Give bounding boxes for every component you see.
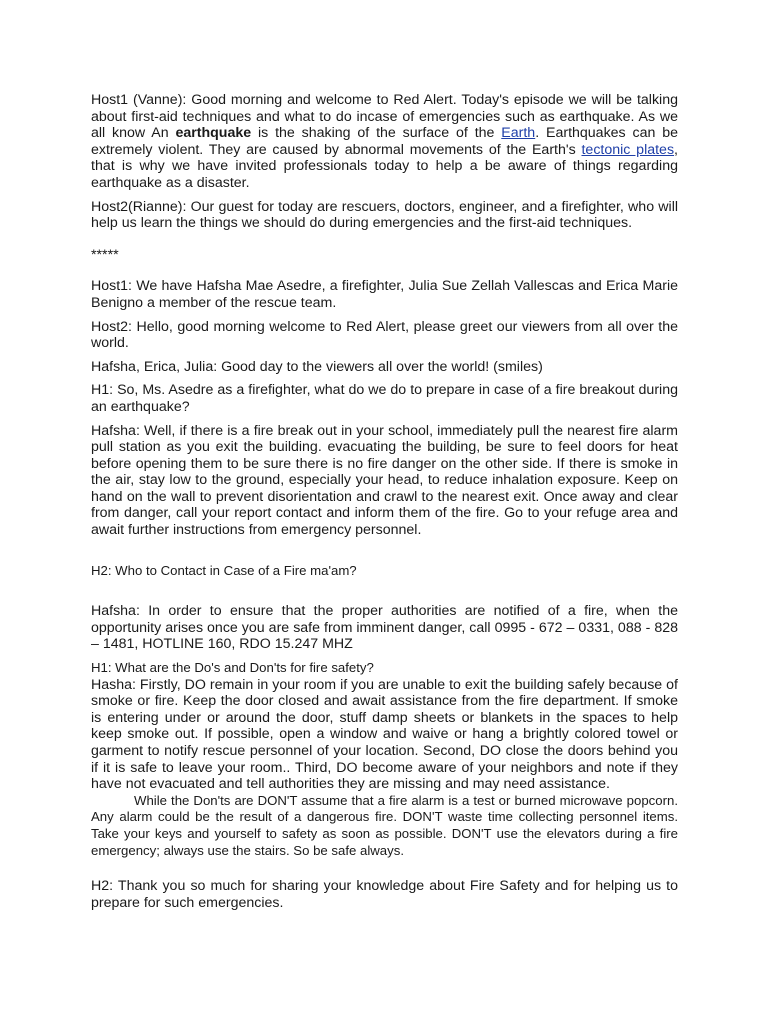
hasha-dos-paragraph: Hasha: Firstly, DO remain in your room if you are unable to exit the building safely because of smoke or fire. Keep the door closed and await assistance from the fire department. If smoke is entering under or around the door, stuff damp sheets or blankets in the spaces to help keep smoke out. If possible, open a window and waive or hang a brightly colored towel or garment to notify rescue personnel of your location. Second, DO close the doors behind you if it is safe to leave your room.. Third, DO become aware of your neighbors and note if they have not evacuated and tell authorities they are missing and may need assistance. (91, 676, 678, 793)
h1-dos-donts-question: H1: What are the Do's and Don'ts for fire safety? (91, 660, 374, 676)
host2-intro-paragraph: Host2(Rianne): Our guest for today are rescuers, doctors, engineer, and a firefighter, who will help us learn the things we should do during emergencies and the first-aid techniques. (91, 198, 678, 232)
earth-link[interactable]: Earth (501, 125, 536, 142)
hafsha-answer-paragraph: Hafsha: Well, if there is a fire break out in your school, immediately pull the nearest fire alarm pull station as you exit the building. evacuating the building, be sure to feel doors for heat before opening them to be sure there is no fire danger on the other side. If there is smoke in the air, stay low to the ground, especially your head, to reduce inhalation exposure. Keep on hand on the wall to prevent disorientation and crawl to the nearest exit. Once away and clear from danger, call your report contact and inform them of the fire. Go to your refuge area and await further instructions from emergency personnel. (91, 422, 678, 539)
separator: ***** (91, 246, 119, 263)
document-page (91, 92, 678, 911)
earthquake-term: earthquake (175, 125, 252, 142)
host2-greeting-paragraph: Host2: Hello, good morning welcome to Red Alert, please greet our viewers from all over the world. (91, 318, 678, 352)
h2-contact-question: H2: Who to Contact in Case of a Fire ma'am? (91, 562, 357, 578)
intro-paragraph: Host1 (Vanne): Good morning and welcome to Red Alert. Today's episode we will be talking about first-aid techniques and what to do incase of emergencies such as earthquake. As we all know An earthquake is the shaking of the surface of the Earth. Earthquakes can be extremely violent. They are caused by abnormal movements of the Earth's tectonic plates, that is why we have invited professionals today to help a be aware of things regarding earthquake as a disaster. (91, 92, 679, 191)
h2-closing-paragraph: H2: Thank you so much for sharing your knowledge about Fire Safety and for helping us to prepare for such emergencies. (91, 878, 678, 911)
host1-guests-paragraph: Host1: We have Hafsha Mae Asedre, a firefighter, Julia Sue Zellah Vallescas and Erica Marie Benigno a member of the rescue team. (91, 278, 678, 311)
h1-question-paragraph: H1: So, Ms. Asedre as a firefighter, what do we do to prepare in case of a fire breakout during an earthquake? (91, 382, 678, 415)
donts-paragraph: While the Don'ts are DON'T assume that a fire alarm is a test or burned microwave popcorn. Any alarm could be the result of a dangerous fire. DON'T waste time collecting personnel items. Take your keys and yourself to safety as soon as possible. DON'T use the elevators during a fire emergency; always use the stairs. So be safe always. (91, 792, 678, 858)
tectonic-plates-link[interactable]: tectonic plates (581, 141, 675, 158)
hafsha-contact-answer: Hafsha: In order to ensure that the proper authorities are notified of a fire, when the opportunity arises once you are safe from imminent danger, call 0995 - 672 – 0331, 088 - 828 – 1481, HOTLINE 160, RDO 15.247 MHZ (91, 603, 678, 653)
guests-greeting-paragraph: Hafsha, Erica, Julia: Good day to the viewers all over the world! (smiles) (91, 358, 543, 375)
